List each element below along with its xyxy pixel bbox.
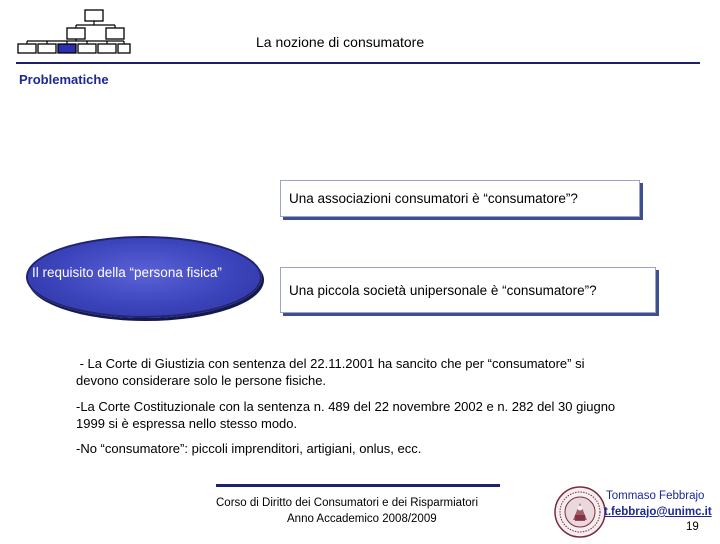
question-text: Una associazioni consumatori è “consumatore”? xyxy=(289,191,578,206)
author-email-link[interactable]: t.febbrajo@unimc.it xyxy=(604,506,712,518)
org-chart-icon xyxy=(16,8,132,56)
paragraph-line: 1999 si è espressa nello stesso modo. xyxy=(76,416,298,431)
page-number: 19 xyxy=(686,521,699,533)
paragraph-constitutional-court xyxy=(76,398,615,432)
ellipse-label: Il requisito della “persona fisica” xyxy=(32,265,222,280)
question-box-company xyxy=(280,267,656,313)
university-seal-icon xyxy=(553,485,607,539)
academic-year: Anno Accademico 2008/2009 xyxy=(287,513,437,525)
slide-title: La nozione di consumatore xyxy=(256,34,425,50)
title-divider xyxy=(16,62,700,64)
paragraph-line: -La Corte Costituzionale con la sentenza n. 489 del 22 novembre 2002 e n. 282 del 30 giugno xyxy=(76,399,616,414)
question-text: Una piccola società unipersonale è “consumatore”? xyxy=(289,282,597,298)
footer-divider xyxy=(216,484,500,487)
paragraph-line: - La Corte di Giustizia con sentenza del 22.11.2001 ha sancito che per “consumatore” si xyxy=(76,356,585,371)
course-name: Corso di Diritto dei Consumatori e dei Risparmiatori xyxy=(216,497,479,509)
section-label: Problematiche xyxy=(19,72,109,87)
paragraph-exclusions xyxy=(76,440,421,457)
author-name: Tommaso Febbrajo xyxy=(606,490,705,502)
question-box-association xyxy=(280,180,640,217)
paragraph-court-of-justice xyxy=(76,355,585,389)
paragraph-line: -No “consumatore”: piccoli imprenditori, artigiani, onlus, ecc. xyxy=(76,441,422,456)
paragraph-line: devono considerare solo le persone fisiche. xyxy=(76,373,327,388)
